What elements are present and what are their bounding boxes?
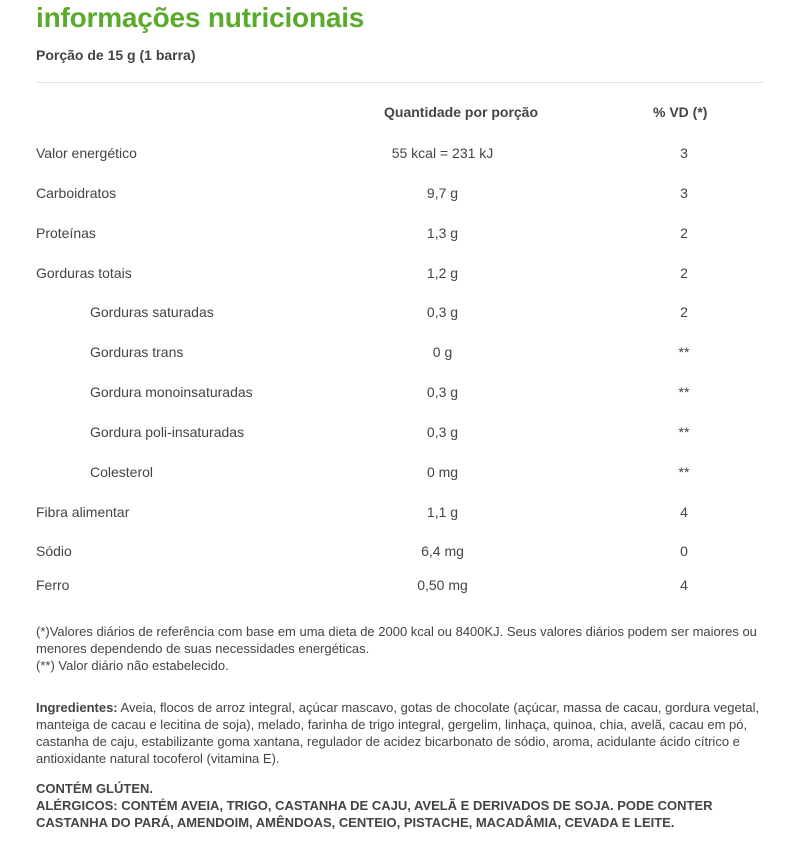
nutrient-daily-value: 2 bbox=[680, 265, 688, 281]
nutrient-quantity: 0,3 g bbox=[426, 384, 459, 400]
nutrient-daily-value: 3 bbox=[680, 185, 688, 201]
header-quantity: Quantidade por porção bbox=[384, 104, 539, 120]
nutrient-name: Sódio bbox=[36, 543, 72, 559]
nutrient-daily-value: ** bbox=[678, 464, 690, 480]
nutrient-daily-value: 0 bbox=[680, 543, 688, 559]
table-row bbox=[0, 265, 800, 285]
allergen-warning: ALÉRGICOS: CONTÉM AVEIA, TRIGO, CASTANHA DE CAJU, AVELÃ E DERIVADOS DE SOJA. PODE CONTER CASTANHA DO PARÁ, AMENDOIM, AMÊNDOAS, CENTEIO, PISTACHE, MACADÂMIA, CEVADA E LEITE. bbox=[36, 798, 713, 830]
nutrient-daily-value: ** bbox=[678, 424, 690, 440]
gluten-warning: CONTÉM GLÚTEN. bbox=[36, 781, 153, 796]
footnotes bbox=[36, 623, 766, 674]
table-row bbox=[0, 185, 800, 205]
table-row bbox=[0, 145, 800, 165]
nutrient-daily-value: 4 bbox=[680, 577, 688, 593]
table-row bbox=[0, 344, 800, 364]
divider bbox=[36, 82, 764, 83]
footnote-daily-values: (*)Valores diários de referência com base em uma dieta de 2000 kcal ou 8400KJ. Seus valores diários podem ser maiores ou menores dependendo de suas necessidades energéticas. bbox=[36, 624, 757, 656]
nutrient-daily-value: 3 bbox=[680, 145, 688, 161]
page-title: informações nutricionais bbox=[36, 2, 365, 33]
nutrient-name: Proteínas bbox=[36, 225, 96, 241]
nutrient-name: Fibra alimentar bbox=[36, 504, 130, 520]
nutrient-name: Colesterol bbox=[90, 464, 154, 480]
nutrient-quantity: 0,50 mg bbox=[417, 577, 468, 593]
nutrient-quantity: 1,2 g bbox=[426, 265, 459, 281]
nutrient-quantity: 0,3 g bbox=[426, 424, 459, 440]
ingredients-text: Aveia, flocos de arroz integral, açúcar mascavo, gotas de chocolate (açúcar, massa de cacau, gordura vegetal, manteiga de cacau e lecitina de soja), melado, farinha de trigo integral, gergelim, linhaça, quinoa, chia, avelã, cacau em pó, castanha de caju, estabilizante goma xantana, regulador de acidez bicarbonato de sódio, aroma, acidulante ácido cítrico e antioxidante natural tocoferol (vitamina E). bbox=[36, 700, 760, 766]
nutrient-name: Gorduras trans bbox=[90, 344, 184, 360]
table-row bbox=[0, 225, 800, 245]
nutrient-daily-value: 4 bbox=[680, 504, 688, 520]
nutrient-daily-value: 2 bbox=[680, 304, 688, 320]
nutrient-name: Valor energético bbox=[36, 145, 137, 161]
allergen-warnings bbox=[36, 780, 766, 831]
header-daily-value: % VD (*) bbox=[653, 104, 708, 120]
nutrient-quantity: 0 mg bbox=[426, 464, 459, 480]
table-row bbox=[0, 424, 800, 444]
nutrient-daily-value: 2 bbox=[680, 225, 688, 241]
portion-size: Porção de 15 g (1 barra) bbox=[36, 47, 196, 63]
nutrient-name: Gorduras totais bbox=[36, 265, 132, 281]
nutrient-name: Gordura monoinsaturadas bbox=[90, 384, 253, 400]
nutrient-name: Ferro bbox=[36, 577, 70, 593]
nutrient-name: Gordura poli-insaturadas bbox=[90, 424, 245, 440]
nutrient-quantity: 6,4 mg bbox=[421, 543, 464, 559]
ingredients bbox=[36, 699, 766, 767]
nutrient-quantity: 55 kcal = 231 kJ bbox=[391, 145, 494, 161]
table-row bbox=[0, 504, 800, 524]
nutrient-daily-value: ** bbox=[678, 344, 690, 360]
nutrient-daily-value: ** bbox=[678, 384, 690, 400]
table-row bbox=[0, 384, 800, 404]
table-row bbox=[0, 577, 800, 597]
table-row bbox=[0, 304, 800, 324]
nutrient-quantity: 0 g bbox=[432, 344, 453, 360]
footnote-not-established: (**) Valor diário não estabelecido. bbox=[36, 658, 229, 673]
nutrient-quantity: 0,3 g bbox=[426, 304, 459, 320]
table-row bbox=[0, 543, 800, 563]
nutrient-name: Gorduras saturadas bbox=[90, 304, 214, 320]
ingredients-label: Ingredientes: bbox=[36, 700, 118, 715]
nutrient-quantity: 1,1 g bbox=[426, 504, 459, 520]
table-row bbox=[0, 464, 800, 484]
nutrient-name: Carboidratos bbox=[36, 185, 117, 201]
nutrient-quantity: 9,7 g bbox=[426, 185, 459, 201]
nutrient-quantity: 1,3 g bbox=[426, 225, 459, 241]
